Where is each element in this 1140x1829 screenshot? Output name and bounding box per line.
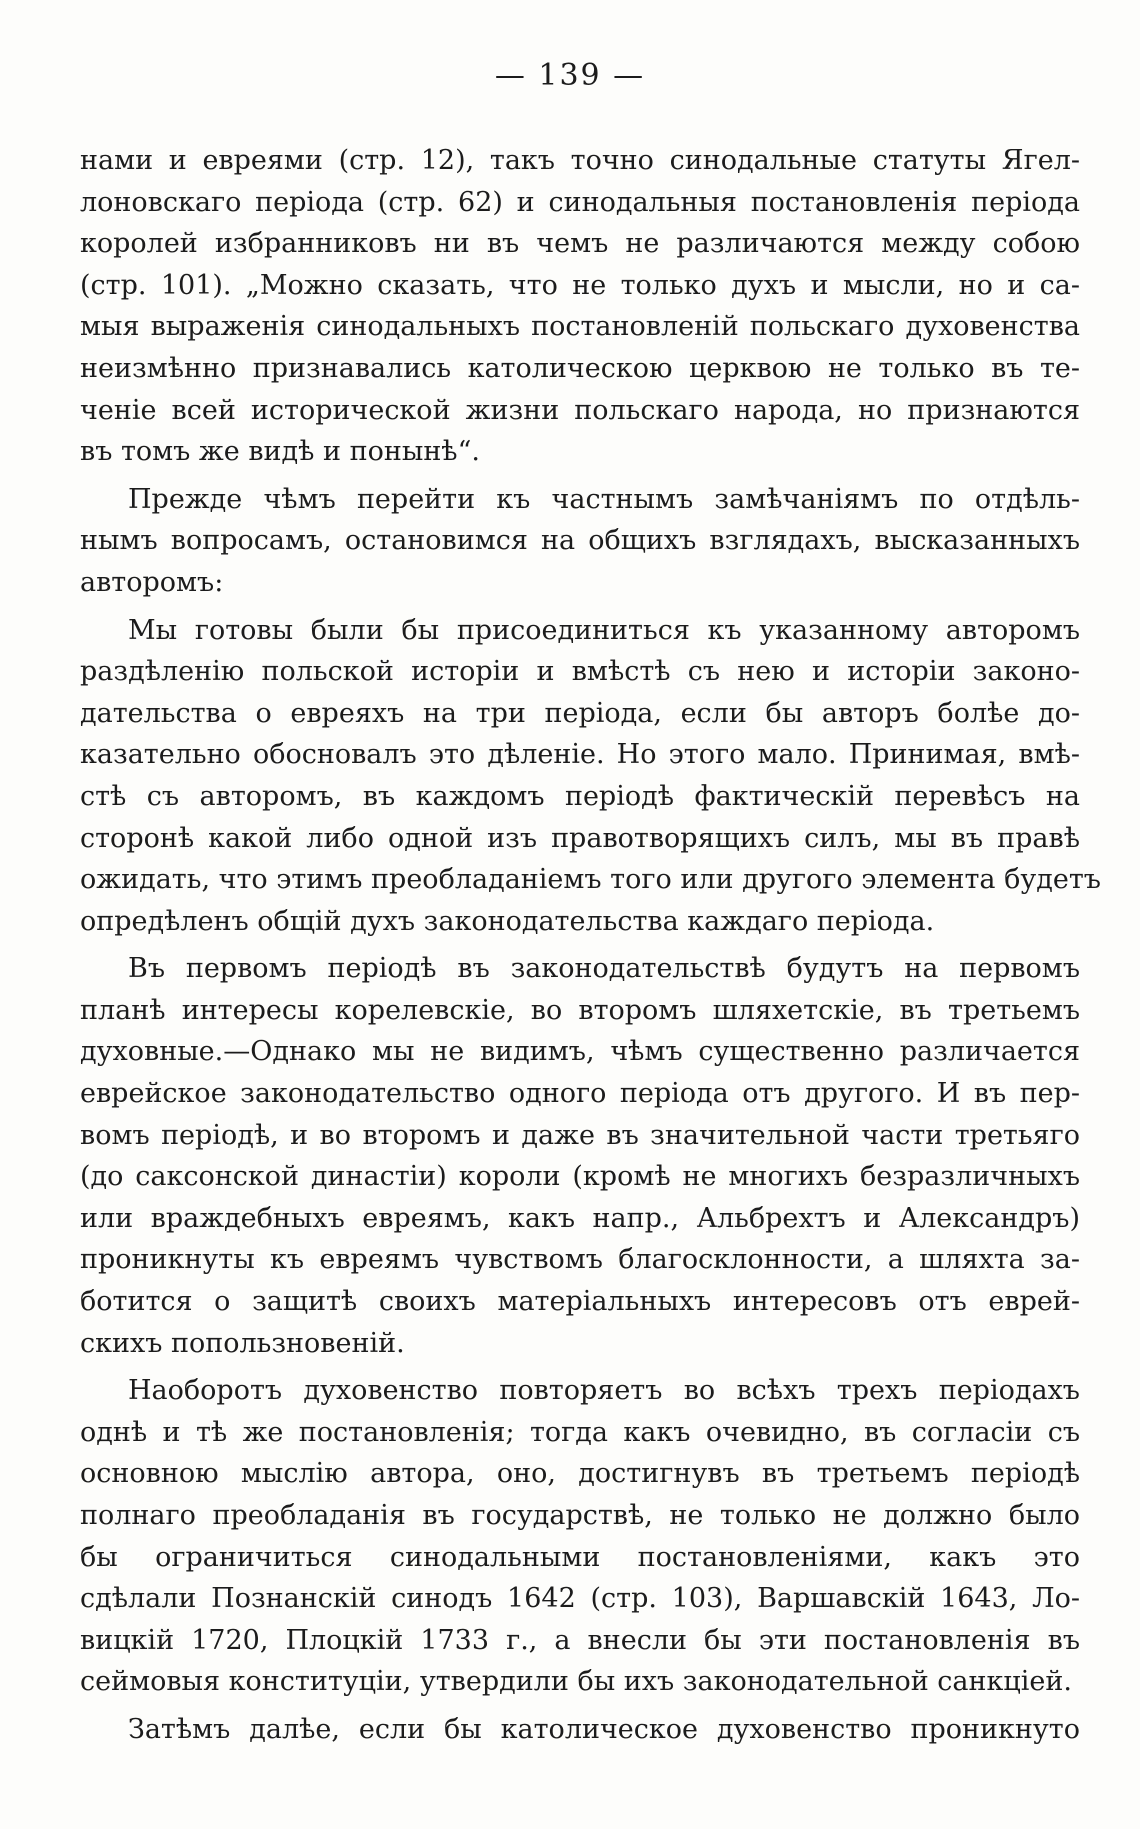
text-line: духовные.—Однако мы не видимъ, чѣмъ существенно различается (80, 1036, 1080, 1068)
text-line: опредѣленъ общій духъ законодательства каждаго періода. (80, 905, 935, 937)
text-line: Прежде чѣмъ перейти къ частнымъ замѣчаніямъ по отдѣль- (128, 483, 1080, 515)
text-line: еврейское законодательство одного періода отъ другого. И въ пер- (80, 1078, 1080, 1110)
text-line: Наоборотъ духовенство повторяетъ во всѣхъ трехъ періодахъ (128, 1375, 1080, 1407)
text-line: скихъ попользновеній. (80, 1327, 405, 1359)
paragraph-2 (80, 479, 1080, 604)
text-line: Мы готовы были бы присоединиться къ указанному авторомъ (128, 614, 1080, 646)
text-line: казательно обосновалъ это дѣленіе. Но этого мало. Принимая, вмѣ- (80, 739, 1080, 771)
text-line: полнаго преобладанія въ государствѣ, не только не должно было (80, 1500, 1080, 1531)
text-line: (до саксонской династіи) короли (кромѣ не многихъ безразличныхъ (80, 1161, 1080, 1193)
paragraph-1 (80, 140, 1080, 473)
text-line: ботится о защитѣ своихъ матеріальныхъ интересовъ отъ еврей- (80, 1286, 1080, 1318)
text-line: стѣ съ авторомъ, въ каждомъ періодѣ фактическій перевѣсъ на (80, 780, 1080, 812)
page-number: — 139 — (494, 58, 646, 93)
text-line: сеймовыя конституціи, утвердили бы ихъ законодательной санкціей. (80, 1666, 1072, 1698)
text-line: нымъ вопросамъ, остановимся на общихъ взглядахъ, высказанныхъ (80, 525, 1080, 557)
text-line: Въ первомъ періодѣ въ законодательствѣ будутъ на первомъ (128, 953, 1080, 985)
text-line: въ томъ же видѣ и понынѣ“. (80, 436, 480, 468)
text-line: авторомъ: (80, 566, 224, 598)
paragraph-3 (80, 610, 1101, 943)
paragraph-5 (80, 1370, 1080, 1703)
text-line: королей избранниковъ ни въ чемъ не различаются между собою (80, 228, 1080, 260)
text-line: лоновскаго періода (стр. 62) и синодальныя постановленія періода (80, 186, 1080, 218)
text-line: нами и евреями (стр. 12), такъ точно синодальные статуты Ягел- (80, 145, 1080, 176)
text-line: основною мыслію автора, оно, достигнувъ въ третьемъ періодѣ (80, 1458, 1080, 1490)
paragraph-4 (80, 948, 1080, 1364)
text-line: сдѣлали Познанскій синодъ 1642 (стр. 103), Варшавскій 1643, Ло- (80, 1583, 1080, 1615)
text-line: Затѣмъ далѣе, если бы католическое духовенство проникнуто (128, 1713, 1080, 1745)
text-line: ожидать, что этимъ преобладаніемъ того или другого элемента будетъ (80, 864, 1101, 896)
text-line: вицкій 1720, Плоцкій 1733 г., а внесли бы эти постановленія въ (80, 1624, 1080, 1656)
text-line: планѣ интересы корелевскіе, во второмъ шляхетскіе, въ третьемъ (80, 994, 1080, 1026)
text-line: бы ограничиться синодальными постановленіями, какъ это (80, 1541, 1080, 1573)
text-line: дательства о евреяхъ на три періода, если бы авторъ болѣе до- (80, 697, 1080, 729)
text-line: ченіе всей исторической жизни польскаго народа, но признаются (80, 394, 1080, 426)
text-line: однѣ и тѣ же постановленія; тогда какъ очевидно, въ согласіи съ (80, 1416, 1080, 1448)
text-line: или враждебныхъ евреямъ, какъ напр., Альбрехтъ и Александръ) (80, 1202, 1080, 1234)
text-line: мыя выраженія синодальныхъ постановленій польскаго духовенства (80, 311, 1080, 343)
body-text (80, 140, 1101, 1757)
paragraph-6 (80, 1709, 1080, 1751)
text-line: (стр. 101). „Можно сказать, что не только духъ и мысли, но и са- (80, 269, 1080, 301)
text-line: раздѣленію польской исторіи и вмѣстѣ съ нею и исторіи законо- (80, 656, 1080, 688)
text-line: проникнуты къ евреямъ чувствомъ благосклонности, а шляхта за- (80, 1244, 1080, 1276)
text-line: вомъ періодѣ, и во второмъ и даже въ значительной части третьяго (80, 1119, 1080, 1151)
text-line: сторонѣ какой либо одной изъ правотворящихъ силъ, мы въ правѣ (80, 822, 1080, 854)
text-line: неизмѣнно признавались католическою церквою не только въ те- (80, 352, 1080, 384)
